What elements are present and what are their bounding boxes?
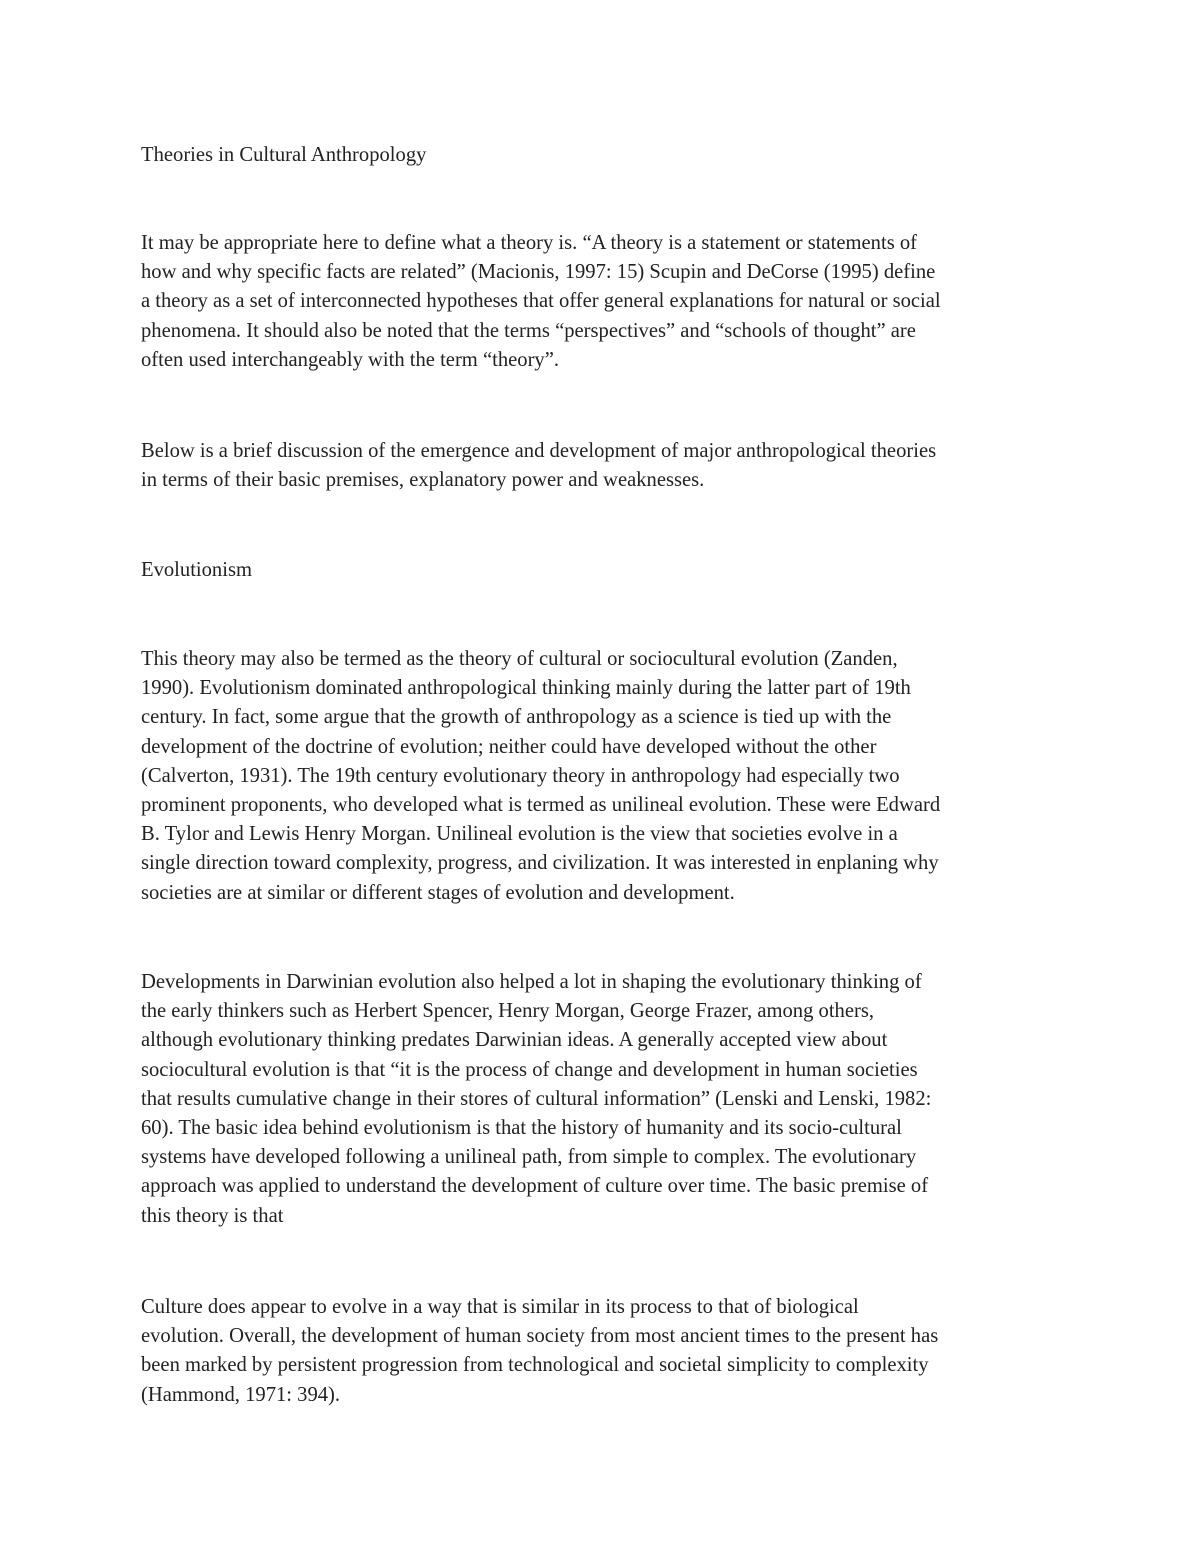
paragraph-theory-definition: It may be appropriate here to define what a theory is. “A theory is a statement or statements of how and why specific facts are related” (Macionis, 1997: 15) Scupin and DeCorse (1995) define a theory as a set of interconnected hypotheses that offer general explanations for natural or social phenomena. It should also be noted that the terms “perspectives” and “schools of thought” are often used interchangeably with the term “theory”. [141,232,941,371]
section-heading-evolutionism: Evolutionism [141,559,252,581]
document-title: Theories in Cultural Anthropology [141,144,427,166]
paragraph-evolutionism-overview: This theory may also be termed as the theory of cultural or sociocultural evolution (Zanden, 1990). Evolutionism dominated anthropological thinking mainly during the latter part of 19th century. In fact, some argue that the growth of anthropology as a science is tied up with the development of the doctrine of evolution; neither could have developed without the other (Calverton, 1931). The 19th century evolutionary theory in anthropology had especially two prominent proponents, who developed what is termed as unilineal evolution. These were Edward B. Tylor and Lewis Henry Morgan. Unilineal evolution is the view that societies evolve in a single direction toward complexity, progress, and civilization. It was interested in enplaning why societies are at similar or different stages of evolution and development. [141,648,941,904]
paragraph-introduction: Below is a brief discussion of the emergence and development of major anthropological theories in terms of their basic premises, explanatory power and weaknesses. [141,440,937,492]
paragraph-darwinian-influence: Developments in Darwinian evolution also helped a lot in shaping the evolutionary thinking of the early thinkers such as Herbert Spencer, Henry Morgan, George Frazer, among others, although evolutionary thinking predates Darwinian ideas. A generally accepted view about sociocultural evolution is that “it is the process of change and development in human societies that results cumulative change in their stores of cultural information” (Lenski and Lenski, 1982: 60). The basic idea behind evolutionism is that the history of humanity and its socio-cultural systems have developed following a unilineal path, from simple to complex. The evolutionary approach was applied to understand the development of culture over time. The basic premise of this theory is that [141,971,932,1227]
paragraph-culture-evolution: Culture does appear to evolve in a way that is similar in its process to that of biological evolution. Overall, the development of human society from most ancient times to the present has been marked by persistent progression from technological and societal simplicity to complexity (Hammond, 1971: 394). [141,1296,939,1406]
